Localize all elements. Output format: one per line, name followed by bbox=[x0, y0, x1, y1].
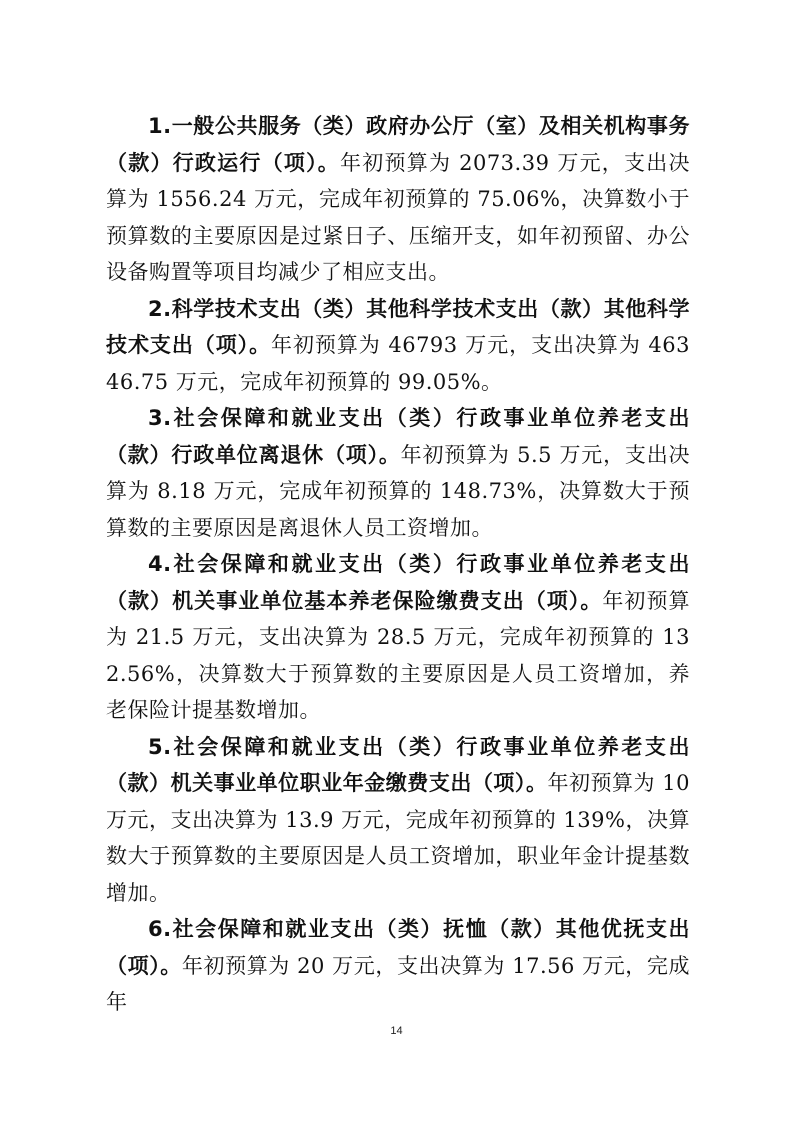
paragraph-body: 年初预算为 20 万元，支出决算为 17.56 万元，完成年 bbox=[106, 953, 691, 1014]
document-page bbox=[106, 108, 690, 1021]
paragraph-3 bbox=[106, 400, 690, 546]
paragraph-4 bbox=[106, 546, 690, 729]
paragraph-1 bbox=[106, 108, 690, 291]
paragraph-heading: 3.社会保障和就业支出（类）行政事业单位养老支出（款）行政单位离退休（项）。 bbox=[106, 406, 690, 467]
paragraph-heading: 6.社会保障和就业支出（类）抚恤（款）其他优抚支出（项）。 bbox=[106, 917, 690, 978]
page-number: 14 bbox=[390, 1025, 403, 1037]
paragraph-body: 年初预算为 21.5 万元，支出决算为 28.5 万元，完成年初预算的 132.56%，决算数大于预算数的主要原因是人员工资增加，养老保险计提基数增加。 bbox=[106, 588, 691, 722]
paragraph-heading: 1.一般公共服务（类）政府办公厅（室）及相关机构事务（款）行政运行（项）。 bbox=[106, 114, 690, 175]
paragraph-2 bbox=[106, 291, 690, 401]
paragraph-body: 年初预算为 10 万元，支出决算为 13.9 万元，完成年初预算的 139%，决算数大于预算数的主要原因是人员工资增加，职业年金计提基数增加。 bbox=[106, 771, 690, 905]
paragraph-heading: 2.科学技术支出（类）其他科学技术支出（款）其他科学技术支出（项）。 bbox=[106, 296, 690, 357]
paragraph-body: 年初预算为 5.5 万元，支出决算为 8.18 万元，完成年初预算的 148.73%，决算数大于预算数的主要原因是离退休人员工资增加。 bbox=[106, 442, 690, 540]
paragraph-5 bbox=[106, 729, 690, 912]
paragraph-heading: 5.社会保障和就业支出（类）行政事业单位养老支出（款）机关事业单位职业年金缴费支出（项）。 bbox=[106, 734, 690, 795]
paragraph-body: 年初预算为 46793 万元，支出决算为 46346.75 万元，完成年初预算的 99.05%。 bbox=[106, 333, 690, 394]
paragraph-6 bbox=[106, 911, 690, 1021]
paragraph-heading: 4.社会保障和就业支出（类）行政事业单位养老支出（款）机关事业单位基本养老保险缴费支出（项）。 bbox=[106, 552, 690, 613]
paragraph-body: 年初预算为 2073.39 万元，支出决算为 1556.24 万元，完成年初预算的 75.06%，决算数小于预算数的主要原因是过紧日子、压缩开支，如年初预留、办公设备购置等项目均减少了相应支出。 bbox=[106, 150, 691, 284]
